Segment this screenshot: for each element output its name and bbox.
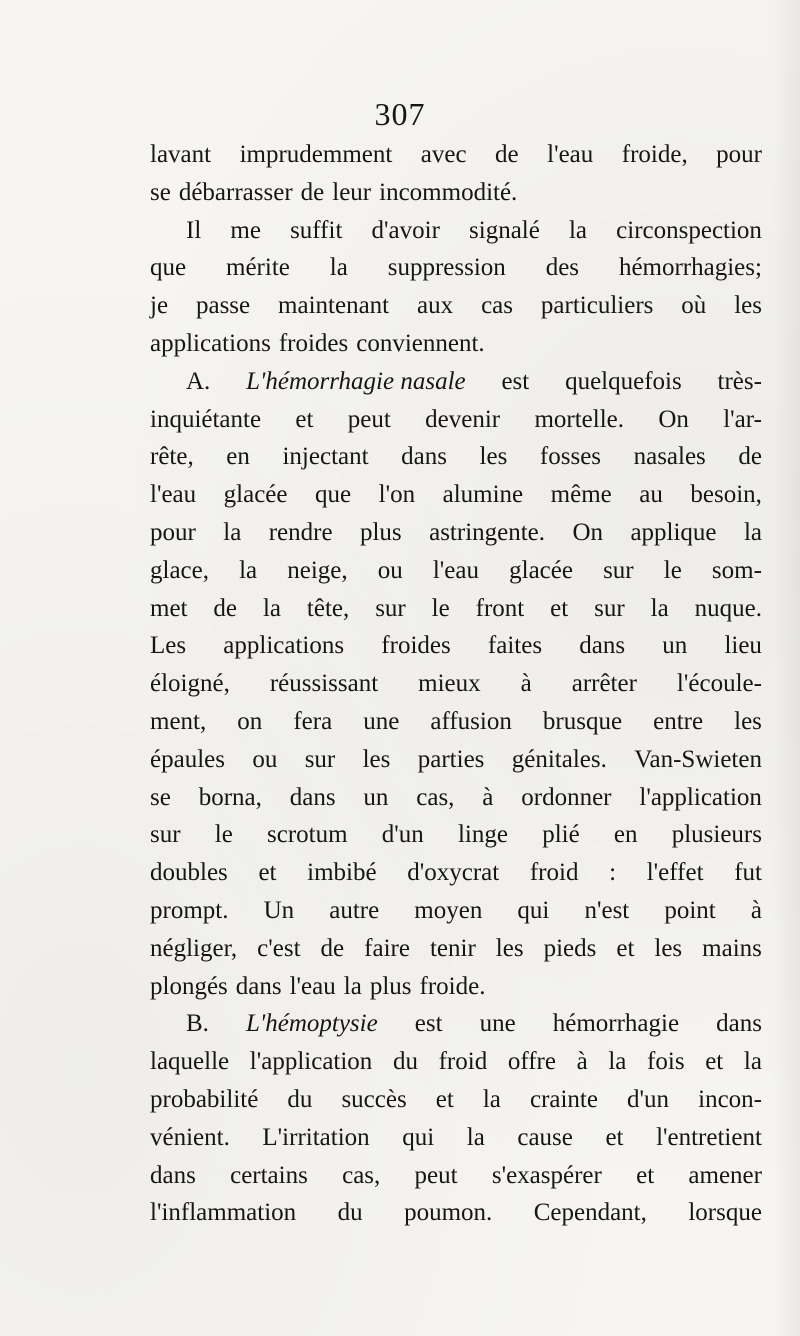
word: maintenant — [278, 292, 390, 320]
word: laquelle — [150, 1048, 230, 1076]
word: un — [363, 783, 389, 811]
text-line — [150, 287, 762, 325]
word: du — [392, 1048, 418, 1076]
word: devenir — [425, 405, 501, 433]
word: sur — [375, 594, 406, 622]
word: mortelle. — [534, 405, 625, 433]
word: au — [639, 481, 663, 509]
word: Les — [150, 632, 187, 660]
word: suppression — [387, 254, 506, 282]
text-line — [150, 1005, 762, 1043]
word: met — [150, 594, 188, 622]
word: aux — [417, 292, 454, 320]
word: négliger, — [150, 934, 238, 962]
word: les — [654, 934, 683, 962]
word: amener — [688, 1161, 762, 1189]
word: sur — [150, 821, 181, 849]
word: en — [613, 821, 638, 849]
word: signalé — [469, 216, 540, 244]
body-text — [150, 136, 762, 1232]
word: alumine — [442, 481, 524, 509]
word: circonspection — [616, 216, 762, 244]
word: vénient. — [150, 1123, 230, 1151]
word: imbibé — [307, 859, 377, 887]
word: dans — [401, 443, 447, 471]
word: glace, — [150, 556, 209, 584]
word: besoin, — [690, 481, 762, 509]
word: dans — [716, 1010, 762, 1038]
word: dans — [235, 972, 282, 1000]
word: débarrasser — [178, 178, 293, 206]
text-line — [150, 401, 762, 439]
word: l'eau — [547, 141, 594, 168]
word: certains — [230, 1161, 308, 1189]
word: applications — [223, 632, 345, 660]
word: à — [750, 896, 762, 924]
word: Il — [186, 216, 202, 244]
word: d'avoir — [371, 216, 440, 244]
word: d'un — [381, 821, 424, 849]
word: ment, — [150, 707, 207, 735]
word: qui — [402, 1123, 435, 1151]
word: parties — [417, 745, 485, 773]
word: glacée — [509, 556, 573, 584]
word: leur — [332, 178, 372, 206]
text-line — [150, 741, 762, 779]
word: n'est — [584, 896, 630, 924]
word: quelquefois — [565, 367, 682, 395]
word: applique — [630, 518, 717, 546]
word: de — [300, 178, 325, 206]
text-line — [150, 1081, 762, 1119]
word: nuque. — [694, 594, 762, 622]
word: inquiétante — [150, 405, 262, 433]
word: dans — [579, 632, 626, 660]
word: à — [576, 1048, 588, 1076]
word: l'application — [249, 1048, 373, 1076]
word: tête, — [306, 594, 350, 622]
word: pieds — [543, 934, 597, 962]
word: froid — [438, 1048, 488, 1076]
word: et — [258, 859, 277, 887]
word: mains — [702, 934, 762, 962]
word: la — [743, 1048, 762, 1076]
word: poumon. — [404, 1199, 493, 1227]
word: très- — [717, 367, 762, 395]
word: la — [239, 556, 258, 584]
word: de — [495, 141, 519, 168]
word: froide. — [419, 972, 486, 1000]
word: se — [150, 783, 171, 811]
word: fosses — [539, 443, 602, 471]
word: froid — [529, 859, 579, 887]
word: réussissant — [269, 670, 379, 698]
word: plus — [369, 972, 412, 1000]
word: le — [214, 821, 233, 849]
word: ordonner — [521, 783, 612, 811]
word: tenir — [429, 934, 476, 962]
word: particuliers — [540, 292, 654, 320]
word: en — [226, 443, 250, 471]
word: d'oxycrat — [407, 859, 500, 887]
word: : — [609, 859, 617, 887]
word: le — [663, 556, 682, 584]
word: froides — [381, 632, 451, 660]
word: l'effet — [646, 859, 704, 887]
word: succès — [341, 1085, 407, 1113]
word: la — [568, 216, 588, 244]
word: l'application — [639, 783, 762, 811]
word: même — [550, 481, 612, 509]
word: me — [230, 216, 261, 244]
word: entre — [653, 707, 704, 735]
word: prompt. — [150, 896, 229, 924]
word: B. — [186, 1010, 209, 1038]
word: un — [662, 632, 688, 660]
word: rête, — [150, 443, 194, 471]
word: pour — [150, 518, 196, 546]
text-line — [150, 212, 762, 250]
word: plié — [542, 821, 580, 849]
word: fois — [647, 1048, 685, 1076]
word: et — [616, 934, 635, 962]
word: mérite — [226, 254, 290, 282]
word: l'on — [378, 481, 416, 509]
word: sur — [304, 745, 336, 773]
word: lorsque — [688, 1199, 762, 1227]
word: et — [550, 594, 569, 622]
word: dans — [289, 783, 336, 811]
word: Un — [263, 896, 295, 924]
text-line — [150, 892, 762, 930]
word: la — [608, 1048, 627, 1076]
page-number: 307 — [374, 96, 426, 132]
word: On — [658, 405, 689, 433]
word: lavant — [150, 141, 212, 168]
word: passe — [195, 292, 251, 320]
word: neige, — [287, 556, 348, 584]
word: froide, — [621, 141, 688, 168]
word: peut — [347, 405, 391, 433]
word: la — [329, 254, 348, 282]
text-line — [150, 930, 762, 968]
text-line — [150, 816, 762, 854]
word: moyen — [414, 896, 483, 924]
word: rendre — [268, 518, 333, 546]
text-line — [150, 174, 762, 212]
word: c'est — [257, 934, 301, 962]
word: faire — [364, 934, 410, 962]
word: incon- — [698, 1085, 762, 1113]
word: à — [482, 783, 494, 811]
word: probabilité — [150, 1085, 259, 1113]
word: sur — [594, 594, 625, 622]
word: d'un — [627, 1085, 670, 1113]
word: L'irritation — [262, 1123, 370, 1151]
word: arrêter — [571, 670, 637, 698]
word: suffit — [290, 216, 343, 244]
word: l'ar- — [723, 405, 762, 433]
word: que — [150, 254, 187, 282]
word: la — [482, 1085, 501, 1113]
text-line — [150, 514, 762, 552]
word: faites — [487, 632, 543, 660]
word: de — [738, 443, 762, 471]
word: plusieurs — [671, 821, 762, 849]
word: nasales — [633, 443, 706, 471]
text-line — [150, 590, 762, 628]
word: à — [520, 670, 532, 698]
word: sur — [603, 556, 634, 584]
word: du — [337, 1199, 363, 1227]
text-line — [150, 476, 762, 514]
text-line — [150, 1119, 762, 1157]
word: dans — [150, 1161, 196, 1189]
word: l'écoule- — [676, 670, 762, 698]
word: l'entretient — [656, 1123, 762, 1151]
word: se — [150, 178, 171, 206]
word: offre — [507, 1048, 556, 1076]
word: autre — [329, 896, 380, 924]
word: la — [743, 518, 762, 546]
word: mieux — [418, 670, 481, 698]
word: et — [636, 1161, 655, 1189]
word: la — [223, 518, 242, 546]
word: que — [315, 481, 352, 509]
word: plongés — [150, 972, 228, 1000]
text-line — [150, 552, 762, 590]
word: cause — [517, 1123, 573, 1151]
word: une — [363, 707, 400, 735]
word: est — [501, 367, 530, 395]
word: de — [320, 934, 345, 962]
word: et — [705, 1048, 724, 1076]
text-line — [150, 779, 762, 817]
word: lieu — [724, 632, 762, 660]
word: et — [295, 405, 314, 433]
word: la — [466, 1123, 485, 1151]
text-line — [150, 438, 762, 476]
word: l'eau — [432, 556, 480, 584]
word: L'hémorrhagie nasale — [246, 367, 466, 395]
word: éloigné, — [150, 670, 230, 698]
word: som- — [711, 556, 762, 584]
word: les — [495, 934, 524, 962]
word: crainte — [529, 1085, 598, 1113]
word: est — [414, 1010, 443, 1038]
word: je — [150, 292, 169, 320]
text-line — [150, 363, 762, 401]
word: avec — [420, 141, 467, 168]
word: conviennent. — [356, 329, 485, 357]
word: les — [734, 292, 762, 320]
word: hémorrhagie — [552, 1010, 680, 1038]
word: on — [237, 707, 263, 735]
word: affusion — [430, 707, 512, 735]
word: borna, — [198, 783, 262, 811]
text-line — [150, 627, 762, 665]
word: et — [435, 1085, 454, 1113]
word: pour — [716, 141, 762, 168]
word: glacée — [223, 481, 288, 509]
text-line — [150, 1157, 762, 1195]
word: point — [664, 896, 716, 924]
word: du — [287, 1085, 313, 1113]
word: l'eau — [150, 481, 197, 509]
word: plus — [359, 518, 402, 546]
word: brusque — [542, 707, 623, 735]
word: cas, — [342, 1161, 381, 1189]
word: qui — [517, 896, 550, 924]
word: ou — [377, 556, 403, 584]
word: injectant — [282, 443, 369, 471]
word: peut — [414, 1161, 458, 1189]
text-line — [150, 968, 762, 1006]
word: applications — [150, 329, 271, 357]
word: les — [362, 745, 391, 773]
word: de — [213, 594, 238, 622]
text-line — [150, 1043, 762, 1081]
text-line — [150, 325, 762, 363]
word: doubles — [150, 859, 228, 887]
word: les — [734, 707, 762, 735]
word: fera — [293, 707, 333, 735]
word: la — [343, 972, 362, 1000]
word: où — [681, 292, 707, 320]
text-line — [150, 665, 762, 703]
word: front — [475, 594, 525, 622]
word: A. — [186, 367, 211, 395]
word: la — [262, 594, 281, 622]
text-line — [150, 249, 762, 287]
text-line — [150, 703, 762, 741]
word: cas — [481, 292, 513, 320]
word: s'exaspérer — [491, 1161, 602, 1189]
word: astringente. — [429, 518, 546, 546]
word: hémorrhagies; — [618, 254, 762, 282]
text-line — [150, 136, 762, 174]
word: imprudemment — [239, 141, 393, 168]
word: froides — [278, 329, 349, 357]
word: Van-Swieten — [634, 745, 762, 773]
word: linge — [457, 821, 508, 849]
word: scrotum — [267, 821, 348, 849]
word: génitales. — [511, 745, 607, 773]
word: des — [545, 254, 580, 282]
word: les — [479, 443, 508, 471]
word: l'inflammation — [150, 1199, 297, 1227]
word: cas, — [416, 783, 455, 811]
word: l'eau — [289, 972, 336, 1000]
word: incommodité. — [379, 178, 518, 206]
page-edge-shadow — [772, 0, 800, 1336]
word: Cependant, — [533, 1199, 647, 1227]
word: fut — [734, 859, 762, 887]
word: L'hémoptysie — [245, 1010, 378, 1038]
word: On — [572, 518, 604, 546]
word: le — [431, 594, 450, 622]
word: épaules — [150, 745, 225, 773]
word: la — [650, 594, 669, 622]
text-line — [150, 1194, 762, 1232]
word: une — [479, 1010, 516, 1038]
text-line — [150, 854, 762, 892]
word: et — [605, 1123, 624, 1151]
word: ou — [252, 745, 278, 773]
